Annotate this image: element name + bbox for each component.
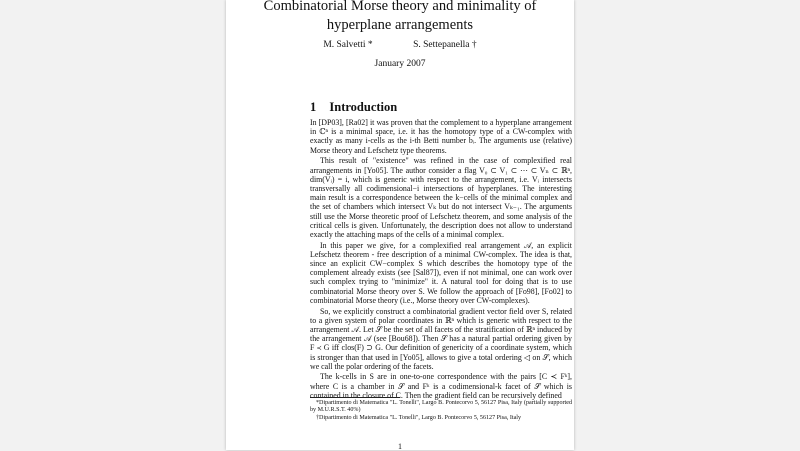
paper-date: January 2007 (374, 59, 426, 69)
author-settepanella: S. Settepanella † (413, 40, 477, 50)
authors (226, 40, 574, 50)
title-line-1: Combinatorial Morse theory and minimality of (263, 0, 537, 14)
paper-title (226, 0, 574, 35)
author-salvetti: M. Salvetti * (323, 40, 373, 50)
paragraph: So, we explicitly construct a combinatorial gradient vector field over S, related to a given system of polar coordinates in ℝⁿ which is generic with respect to the arrangement 𝒜. Let 𝒮 be the set of all facets of the stratification of ℝⁿ induced by the arrangement 𝒜 (see [Bou68]). Then 𝒮 has a natural partial ordering given by F ≺ G iff clos(F) ⊃ G. Our definition of genericity of a coordinate system, which is stronger than that used in [Yo05], allows to give a total ordering ◁ on 𝒮, which we call the polar ordering of the facets. (310, 306, 572, 371)
title-line-2: hyperplane arrangements (326, 17, 474, 33)
footnotes (310, 400, 572, 423)
section-heading (310, 100, 397, 115)
footnote-rule (310, 397, 400, 398)
paragraph: In this paper we give, for a complexified real arrangement 𝒜, an explicit Lefschetz theorem - free description of a minimal CW-complex. The idea is that, since an explicit CW−complex S which describes the homotopy type of the complement already exists (see [Sal87]), even if not minimal, one can work over such complex trying to "minimize" it. A natural tool for doing that is to use combinatorial Morse theory over S. We follow the approach of [Fo98], [Fo02] to combinatorial Morse theory (i.e., Morse theory over CW-complexes). (310, 240, 572, 305)
section-number: 1 (310, 100, 317, 114)
paragraph: In [DP03], [Ra02] it was proven that the complement to a hyperplane arrangement in ℂⁿ is a minimal space, i.e. it has the homotopy type of a CW-complex with exactly as many i-cells as the i-th Betti number bᵢ. The arguments use (relative) Morse theory and Lefschetz type theorems. (310, 118, 572, 155)
section-title: Introduction (329, 100, 398, 114)
footnote: *Dipartimento di Matematica "L. Tonelli", Largo B. Pontecorvo 5, 56127 Pisa, Italy (partially supported by M.U.R.S.T. 40%) (310, 400, 572, 414)
paragraph: The k-cells in S are in one-to-one correspondence with the pairs [C ≺ Fᵏ], where C is a chamber in 𝒮 and Fᵏ is a codimensional-k facet of 𝒮 which is contained in the closure of C. Then the gradient field can be recursively defined (310, 372, 572, 400)
introduction-body (310, 118, 572, 402)
page-number: 1 (398, 442, 402, 451)
paragraph: This result of "existence" was refined in the case of complexified real arrangements in [Yo05]. The author consider a flag V₀ ⊂ V₁ ⊂ ⋯ ⊂ Vₙ ⊂ ℝⁿ, dim(Vᵢ) = i, which is generic with respect to the arrangement, i.e. Vᵢ intersects transversally all codimensional−i intersections of hyperplanes. The interesting main result is a correspondence between the k−cells of the minimal complex and the set of chambers which intersect Vₖ but do not intersect Vₖ₋₁. The arguments still use the Morse theoretic proof of Lefschetz theorem, and some analysis of the critical cells is given. Unfortunately, the description does not allow to understand exactly the attaching maps of the cells of a minimal complex. (310, 156, 572, 239)
footnote: †Dipartimento di Matematica "L. Tonelli", Largo B. Pontecorvo 5, 56127 Pisa, Italy (316, 415, 522, 422)
